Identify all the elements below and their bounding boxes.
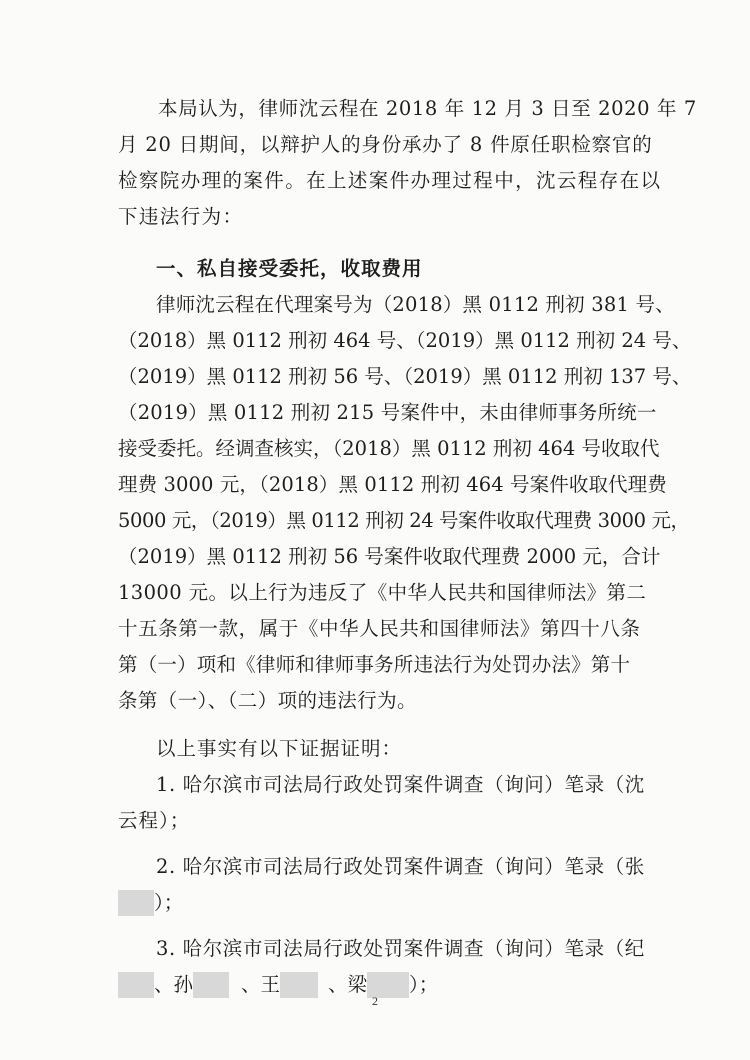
paragraph-2-line-7 xyxy=(118,508,690,534)
text-line: 本局认为，律师沈云程在 2018 年 12 月 3 日至 2020 年 7 xyxy=(158,97,697,120)
evidence-1-line-1 xyxy=(118,772,646,798)
text-line: 1. 哈尔滨市司法局行政处罚案件调查（询问）笔录（沈 xyxy=(156,773,645,796)
paragraph-2-line-3 xyxy=(118,364,692,390)
text-line: 2. 哈尔滨市司法局行政处罚案件调查（询问）笔录（张 xyxy=(156,855,645,878)
paragraph-2-line-10 xyxy=(118,616,646,642)
paragraph-2-line-12 xyxy=(118,688,646,714)
text-line: 月 20 日期间，以辩护人的身份承办了 8 件原任职检察官的 xyxy=(118,133,653,156)
paragraph-2-line-5 xyxy=(118,436,660,462)
evidence-2-line-1 xyxy=(118,854,646,880)
text-segment: 、梁 xyxy=(328,973,368,996)
text-line: 条第（一）、（二）项的违法行为。 xyxy=(118,689,417,712)
page-number: 2 xyxy=(372,994,378,1008)
paragraph-2-line-4 xyxy=(118,400,657,426)
text-line: 13000 元。以上行为违反了《中华人民共和国律师法》第二 xyxy=(118,581,647,604)
text-line: 下违法行为： xyxy=(118,205,244,228)
text-segment: ）； xyxy=(409,973,439,996)
text-line: 5000 元，（2019）黑 0112 刑初 24 号案件收取代理费 3000 元， xyxy=(118,509,690,532)
text-line: 理费 3000 元，（2018）黑 0112 刑初 464 号案件收取代理费 xyxy=(118,473,667,496)
text-line: （2019）黑 0112 刑初 56 号案件收取代理费 2000 元，合计 xyxy=(118,545,661,568)
paragraph-1-line-4 xyxy=(118,204,646,230)
text-line: 检察院办理的案件。在上述案件办理过程中，沈云程存在以 xyxy=(118,169,662,192)
section-heading xyxy=(118,256,684,282)
text-line: 律师沈云程在代理案号为（2018）黑 0112 刑初 381 号、 xyxy=(156,293,675,316)
text-line: （2019）黑 0112 刑初 215 号案件中，未由律师事务所统一 xyxy=(118,401,657,424)
text-segment: 、王 xyxy=(241,973,281,996)
paragraph-2-line-11 xyxy=(118,652,646,678)
text-line: （2019）黑 0112 刑初 56 号、（2019）黑 0112 刑初 137 号、 xyxy=(118,365,692,388)
text-line: 以上事实有以下证据证明： xyxy=(156,737,403,760)
text-line: 第（一）项和《律师和律师事务所违法行为处罚办法》第十 xyxy=(118,653,631,676)
paragraph-1-line-1 xyxy=(118,96,697,122)
paragraph-2-line-9 xyxy=(118,580,646,606)
paragraph-2-line-8 xyxy=(118,544,661,570)
paragraph-2-line-6 xyxy=(118,472,667,498)
heading-text: 一、私自接受委托，收取费用 xyxy=(156,257,423,280)
text-line: 接受委托。经调查核实，（2018）黑 0112 刑初 464 号收取代 xyxy=(118,437,660,460)
text-line: ）； xyxy=(154,891,184,914)
text-line: 云程）； xyxy=(118,809,191,832)
paragraph-2-line-2 xyxy=(118,328,692,354)
paragraph-1-line-2 xyxy=(118,132,653,158)
text-line: 十五条第一款，属于《中华人民共和国律师法》第四十八条 xyxy=(118,617,641,640)
evidence-2-line-2 xyxy=(118,890,646,916)
text-segment: 、孙 xyxy=(154,973,194,996)
evidence-3-line-1 xyxy=(118,936,646,962)
paragraph-2-line-1 xyxy=(118,292,675,318)
text-line: （2018）黑 0112 刑初 464 号、（2019）黑 0112 刑初 24 号、 xyxy=(118,329,692,352)
redaction-block xyxy=(118,890,154,916)
text-line: 3. 哈尔滨市司法局行政处罚案件调查（询问）笔录（纪 xyxy=(156,937,645,960)
paragraph-1-line-3 xyxy=(118,168,662,194)
evidence-intro xyxy=(118,736,684,762)
evidence-1-line-2 xyxy=(118,808,646,834)
